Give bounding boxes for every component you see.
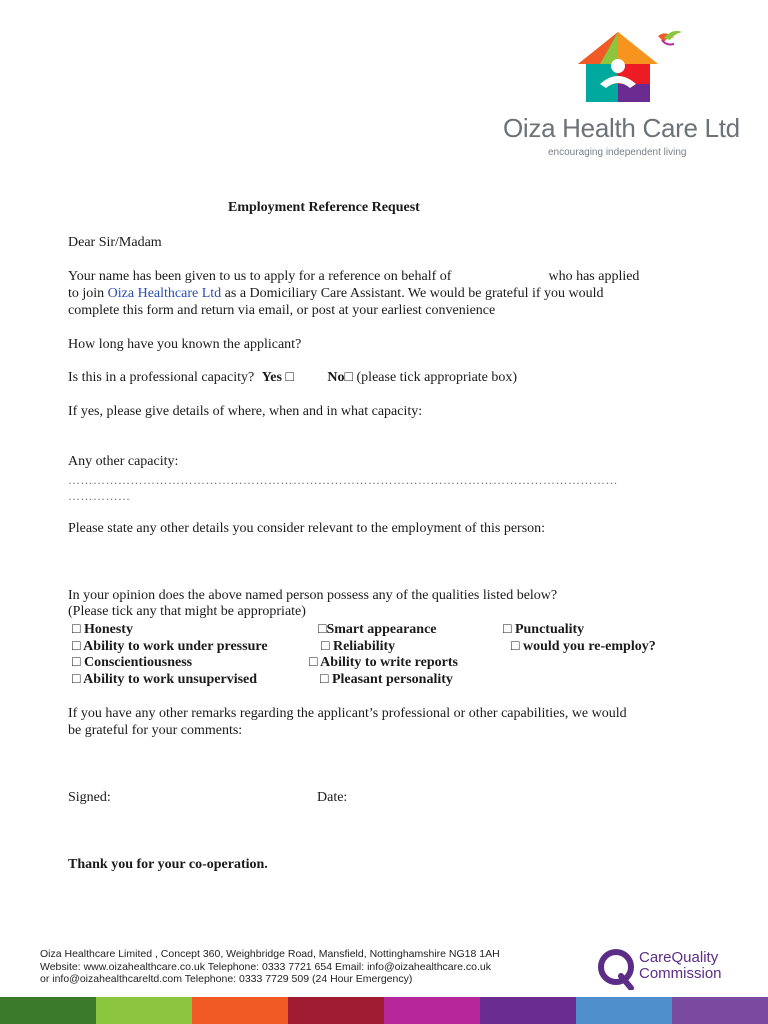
date-label: Date:	[317, 790, 348, 805]
quality-pleasant-personality[interactable]: □ Pleasant personality	[320, 672, 453, 687]
quality-re-employ[interactable]: □ would you re-employ?	[511, 639, 656, 654]
color-bar-segment	[576, 997, 672, 1024]
cqc-q-icon	[597, 946, 637, 990]
question-professional	[68, 369, 517, 386]
footer-color-bar	[0, 997, 768, 1024]
quality-write-reports[interactable]: □ Ability to write reports	[309, 655, 458, 670]
question-if-yes: If yes, please give details of where, when and in what capacity:	[68, 404, 423, 419]
footer-address	[40, 948, 500, 986]
remarks-line-2: be grateful for your comments:	[68, 723, 243, 738]
intro-line-3: complete this form and return via email, or post at your earliest convenience	[68, 303, 496, 318]
question-other-capacity: Any other capacity:	[68, 454, 179, 469]
color-bar-segment	[96, 997, 192, 1024]
intro-text-b: who has applied	[548, 269, 640, 284]
quality-conscientiousness[interactable]: □ Conscientiousness	[72, 655, 193, 670]
color-bar-segment	[0, 997, 96, 1024]
cqc-text-line-2: Commission	[639, 965, 722, 982]
color-bar-segment	[288, 997, 384, 1024]
intro-line-1	[68, 268, 639, 285]
footer-line-1: Oiza Healthcare Limited , Concept 360, Weighbridge Road, Mansfield, Nottinghamshire NG18 1AH	[40, 948, 500, 960]
question-how-long: How long have you known the applicant?	[68, 337, 302, 352]
dotted-answer-line-1[interactable]: ……………………………………………………………………………………………………………………	[68, 473, 618, 487]
color-bar-segment	[480, 997, 576, 1024]
no-label: No	[327, 370, 345, 385]
intro-text-c: to join	[68, 286, 105, 301]
yes-checkbox[interactable]: □	[285, 370, 294, 385]
no-checkbox[interactable]: □	[344, 370, 354, 385]
quality-punctuality[interactable]: □ Punctuality	[503, 622, 585, 637]
document-title: Employment Reference Request	[228, 200, 420, 215]
oiza-healthcare-link[interactable]: Oiza Healthcare Ltd	[107, 286, 222, 301]
thank-you-text: Thank you for your co-operation.	[68, 857, 268, 872]
dotted-answer-line-2[interactable]: ……………	[68, 489, 131, 503]
brand-tagline: encouraging independent living	[548, 147, 687, 158]
cqc-text-line-1: CareQuality	[639, 949, 719, 966]
yes-label: Yes	[261, 370, 282, 385]
qualities-hint: (Please tick any that might be appropriate)	[68, 604, 306, 619]
footer-line-2: Website: www.oizahealthcare.co.uk Telephone: 0333 7721 654 Email: info@oizahealthcare.co.uk	[40, 960, 491, 973]
oiza-house-logo-icon	[570, 26, 690, 106]
salutation: Dear Sir/Madam	[68, 235, 162, 250]
question-qualities: In your opinion does the above named person possess any of the qualities listed below?	[68, 588, 558, 603]
intro-line-2	[68, 285, 604, 302]
color-bar-segment	[672, 997, 768, 1024]
signed-label: Signed:	[68, 790, 111, 805]
tick-hint: (please tick appropriate box)	[356, 370, 518, 385]
color-bar-segment	[192, 997, 288, 1024]
quality-work-under-pressure[interactable]: □ Ability to work under pressure	[72, 639, 268, 654]
question-professional-text: Is this in a professional capacity?	[68, 370, 255, 385]
quality-work-unsupervised[interactable]: □ Ability to work unsupervised	[72, 672, 258, 687]
color-bar-segment	[384, 997, 480, 1024]
quality-smart-appearance[interactable]: □Smart appearance	[318, 622, 437, 637]
brand-name: Oiza Health Care Ltd	[503, 113, 740, 143]
remarks-line-1: If you have any other remarks regarding the applicant’s professional or other capabilities, we would	[68, 706, 627, 721]
cqc-logo	[597, 946, 737, 990]
question-other-details: Please state any other details you consider relevant to the employment of this person:	[68, 521, 546, 536]
footer-line-3: or info@oizahealthcareltd.com Telephone: 0333 7729 509 (24 Hour Emergency)	[40, 973, 413, 985]
intro-text-d: as a Domiciliary Care Assistant. We would be grateful if you would	[224, 286, 604, 301]
quality-honesty[interactable]: □ Honesty	[72, 622, 133, 637]
intro-text-a: Your name has been given to us to apply for a reference on behalf of	[68, 269, 452, 284]
quality-reliability[interactable]: □ Reliability	[321, 639, 396, 654]
